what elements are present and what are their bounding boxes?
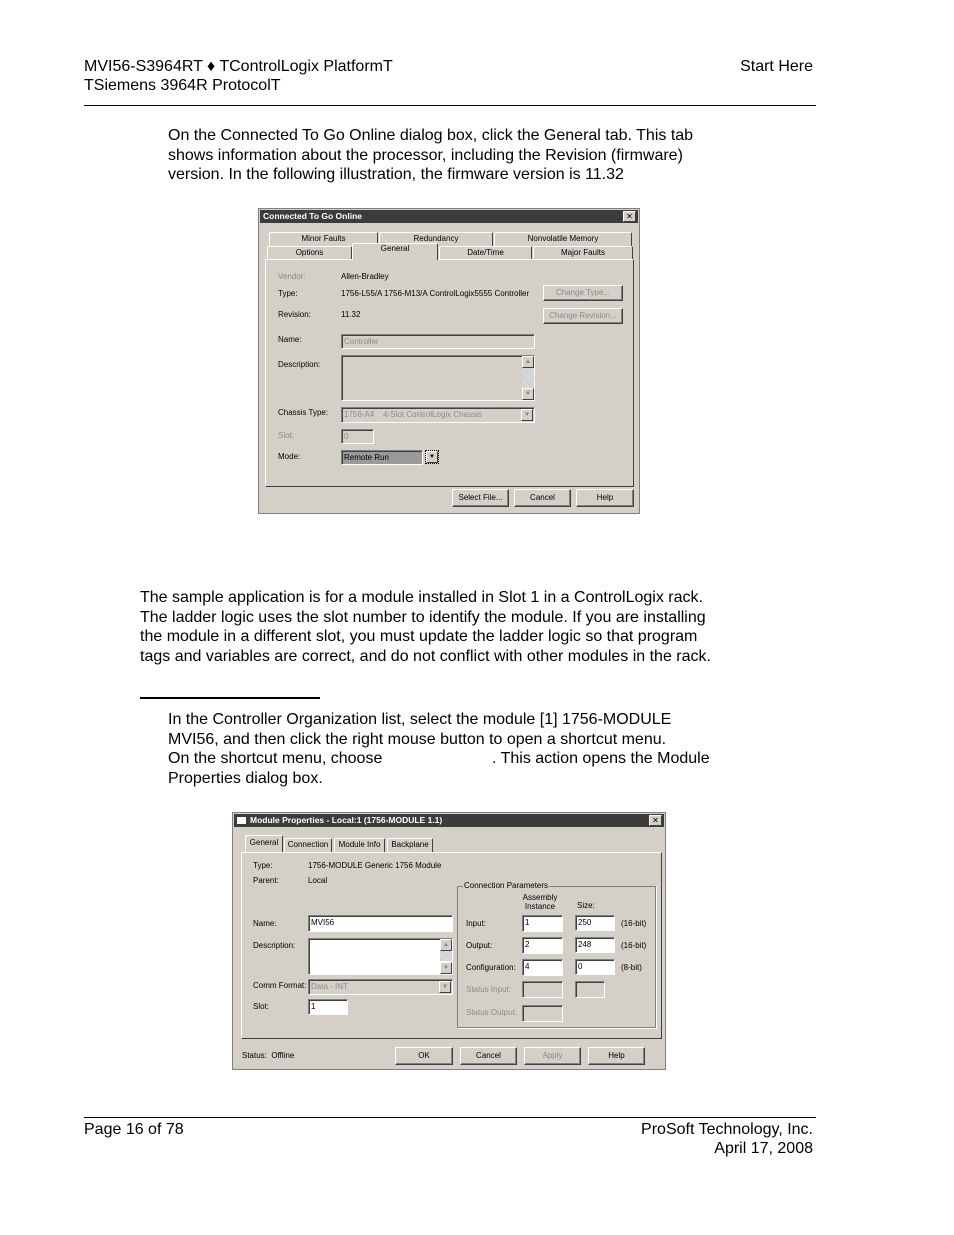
para2-line: tags and variables are correct, and do not conflict with other modules in the rack.	[140, 648, 711, 665]
vendor-value: Allen-Bradley	[341, 272, 389, 281]
dialog-title: Module Properties - Local:1 (1756-MODULE 1.1)	[234, 814, 664, 827]
footer-rule	[84, 1117, 816, 1118]
status-input-label: Status Input:	[466, 985, 511, 994]
tab-general[interactable]: General	[352, 243, 438, 260]
description-label: Description:	[253, 941, 296, 950]
chassis-type-select[interactable]: 1756-A4 4-Slot ControlLogix Chassis	[341, 407, 535, 423]
chevron-down-icon[interactable]: ▼	[439, 981, 451, 993]
para3-line: In the Controller Organization list, select the module [1] 1756-MODULE	[168, 711, 672, 728]
type-label: Type:	[278, 289, 298, 298]
status-input-field[interactable]	[522, 981, 563, 998]
revision-value: 11.32	[341, 310, 361, 319]
footer-date: April 17, 2008	[714, 1140, 813, 1157]
status-input-size-field[interactable]	[575, 981, 605, 998]
output-instance-field[interactable]: 2	[522, 937, 563, 954]
description-textarea[interactable]	[341, 355, 535, 401]
configuration-size-spinner[interactable]: 0	[575, 959, 615, 975]
input-instance-field[interactable]: 1	[522, 915, 563, 932]
slot-spinner[interactable]: 0	[341, 429, 374, 444]
header-section: Start Here	[740, 58, 813, 75]
scrollbar-track[interactable]	[522, 368, 534, 388]
header-rule	[84, 105, 816, 106]
size-header: Size:	[577, 901, 595, 910]
tab-options[interactable]: Options	[267, 246, 352, 260]
tab-module-info[interactable]: Module Info	[334, 838, 385, 852]
scroll-up-icon[interactable]: ▲	[522, 356, 534, 368]
input-label: Input:	[466, 919, 487, 928]
close-icon[interactable]: ✕	[649, 815, 662, 826]
para2-line: The sample application is for a module installed in Slot 1 in a ControlLogix rack.	[140, 589, 703, 606]
name-input[interactable]: MVI56	[308, 915, 453, 932]
mode-select[interactable]: Remote Run	[341, 450, 423, 465]
tab-general[interactable]: General	[245, 835, 283, 852]
help-button[interactable]: Help	[588, 1047, 645, 1065]
section-rule	[140, 697, 320, 699]
connected-to-go-online-dialog	[258, 208, 640, 514]
input-size-spinner[interactable]: 250	[575, 915, 615, 931]
para2-line: The ladder logic uses the slot number to identify the module. If you are installing	[140, 609, 706, 626]
para3-line: On the shortcut menu, choose	[168, 750, 383, 767]
para3-line: MVI56, and then click the right mouse button to open a shortcut menu.	[168, 731, 667, 748]
configuration-unit: (8-bit)	[621, 963, 642, 972]
description-textarea[interactable]	[308, 938, 453, 975]
window-icon	[237, 817, 246, 824]
tab-backplane[interactable]: Backplane	[387, 838, 433, 852]
page-number: Page 16 of 78	[84, 1121, 184, 1138]
input-unit: (16-bit)	[621, 919, 647, 928]
change-revision-button[interactable]: Change Revision...	[543, 308, 623, 324]
tab-major-faults[interactable]: Major Faults	[533, 246, 633, 260]
para2-line: the module in a different slot, you must update the ladder logic so that program	[140, 628, 698, 645]
cancel-button[interactable]: Cancel	[460, 1047, 517, 1065]
output-label: Output:	[466, 941, 493, 950]
assembly-instance-header: Assembly Instance	[522, 893, 558, 911]
mode-label: Mode:	[278, 452, 301, 461]
description-label: Description:	[278, 360, 321, 369]
para3-line: . This action opens the Module	[492, 750, 710, 767]
header-title: MVI56-S3964RT ♦ TControlLogix PlatformT	[84, 58, 393, 75]
output-size-spinner[interactable]: 248	[575, 937, 615, 953]
header-subtitle: TSiemens 3964R ProtocolT	[84, 77, 281, 94]
tab-date-time[interactable]: Date/Time	[439, 246, 532, 260]
name-label: Name:	[278, 335, 302, 344]
parent-label: Parent:	[253, 876, 279, 885]
tab-connection[interactable]: Connection	[284, 838, 332, 852]
status-output-label: Status Output:	[466, 1008, 518, 1017]
name-label: Name:	[253, 919, 277, 928]
configuration-instance-field[interactable]: 4	[522, 959, 563, 976]
slot-label: Slot:	[278, 431, 295, 440]
parent-value: Local	[308, 876, 328, 885]
scrollbar-track[interactable]	[440, 951, 452, 961]
status-text: Status: Offline	[242, 1051, 295, 1060]
tab-minor-faults[interactable]: Minor Faults	[269, 232, 378, 246]
ok-button[interactable]: OK	[395, 1047, 453, 1065]
tab-redundancy[interactable]: Redundancy	[379, 232, 493, 246]
para3-line: Properties dialog box.	[168, 770, 323, 787]
slot-spinner[interactable]: 1	[308, 999, 348, 1015]
para1-line: version. In the following illustration, the firmware version is 11.32	[168, 166, 624, 183]
revision-label: Revision:	[278, 310, 311, 319]
vendor-label: Vendor:	[278, 272, 306, 281]
type-value: 1756-L55/A 1756-M13/A ControlLogix5555 Controller	[341, 289, 530, 298]
apply-button[interactable]: Apply	[524, 1047, 581, 1065]
group-title: Connection Parameters	[464, 881, 549, 890]
tab-nonvolatile-memory[interactable]: Nonvolatile Memory	[494, 232, 632, 246]
para1-line: On the Connected To Go Online dialog box, click the General tab. This tab	[168, 127, 694, 144]
dialog-title: Connected To Go Online	[260, 210, 638, 223]
comm-format-select[interactable]: Data - INT	[308, 979, 453, 995]
type-value: 1756-MODULE Generic 1756 Module	[308, 861, 442, 870]
slot-label: Slot:	[253, 1002, 270, 1011]
module-properties-dialog	[232, 812, 666, 1070]
change-type-button[interactable]: Change Type...	[543, 285, 623, 301]
type-label: Type:	[253, 861, 273, 870]
mode-dropdown-icon[interactable]: ▼	[426, 451, 438, 463]
configuration-label: Configuration:	[466, 963, 516, 972]
cancel-button[interactable]: Cancel	[514, 489, 571, 507]
scroll-up-icon[interactable]: ▲	[440, 939, 452, 951]
footer-company: ProSoft Technology, Inc.	[641, 1121, 813, 1138]
status-output-field[interactable]	[522, 1005, 563, 1022]
help-button[interactable]: Help	[576, 489, 634, 507]
name-input[interactable]: Controller	[341, 334, 535, 349]
chevron-down-icon[interactable]: ▼	[521, 409, 533, 421]
select-file-button[interactable]: Select File...	[452, 489, 509, 507]
chassis-type-label: Chassis Type:	[278, 408, 329, 417]
output-unit: (16-bit)	[621, 941, 647, 950]
comm-format-label: Comm Format:	[253, 981, 307, 990]
scroll-down-icon[interactable]: ▼	[440, 962, 452, 974]
scroll-down-icon[interactable]: ▼	[522, 388, 534, 400]
close-icon[interactable]: ✕	[623, 211, 636, 222]
para1-line: shows information about the processor, including the Revision (firmware)	[168, 147, 683, 164]
